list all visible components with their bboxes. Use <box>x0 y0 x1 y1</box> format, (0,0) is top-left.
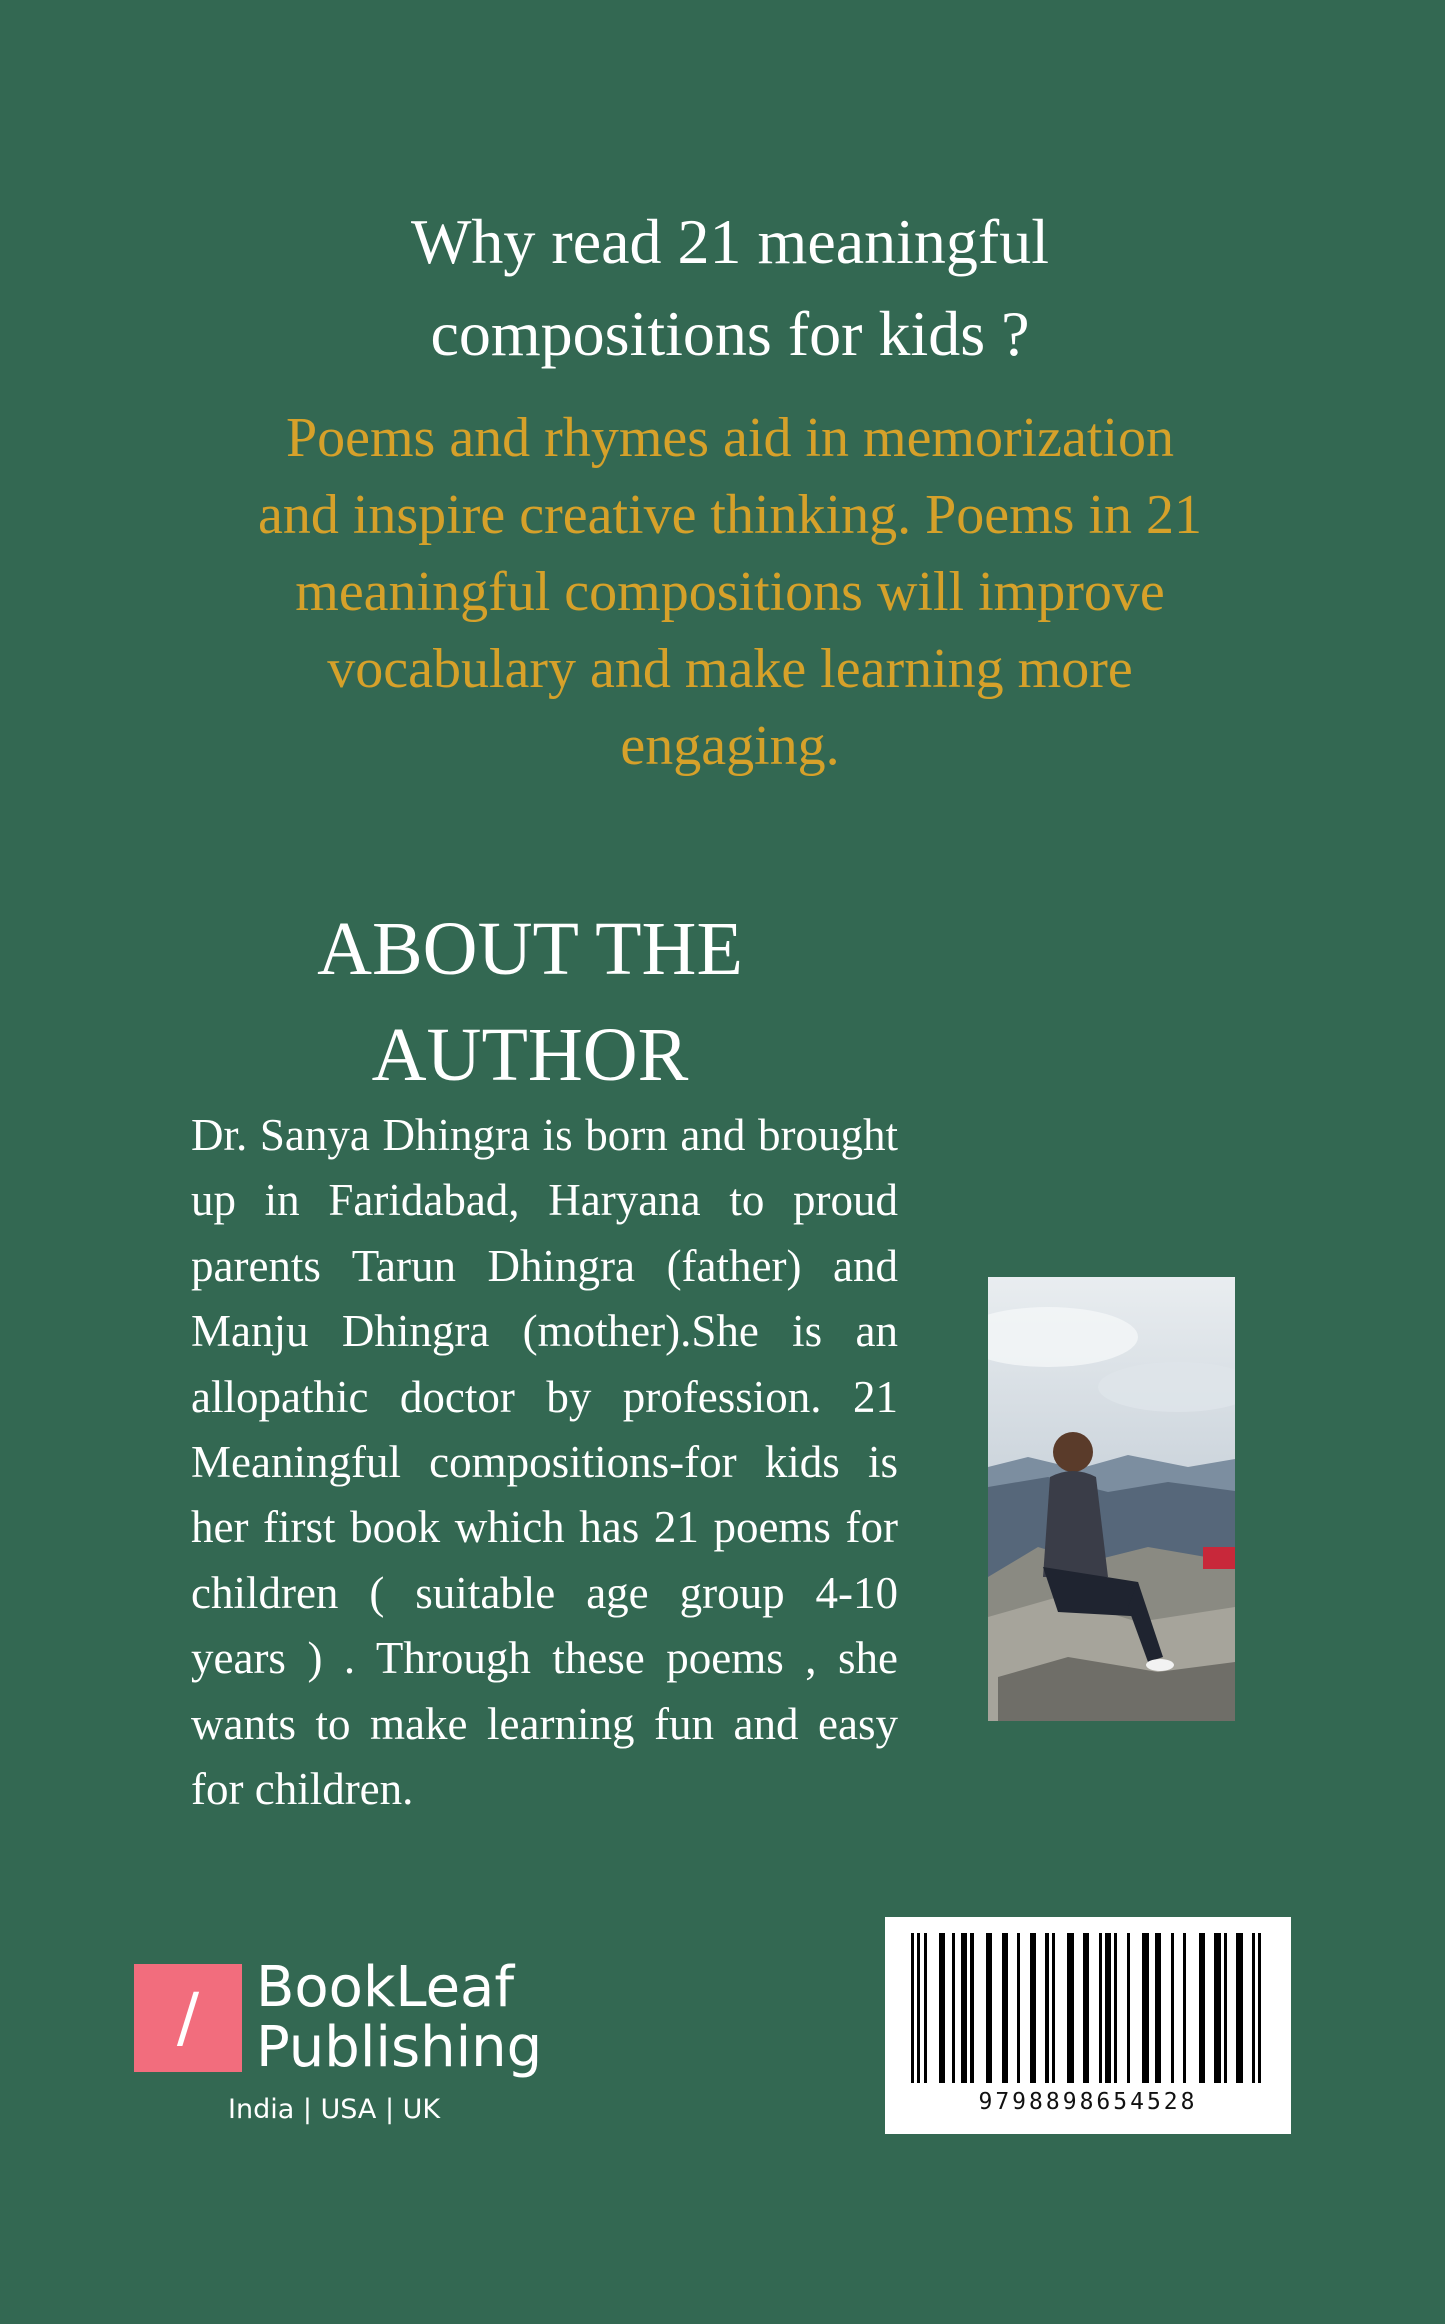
heading-line: AUTHOR <box>371 1013 689 1097</box>
blurb-line: and inspire creative thinking. Poems in 21 <box>257 484 1203 546</box>
barcode-bar <box>1174 1933 1183 2083</box>
barcode-bar <box>1186 1933 1199 2083</box>
barcode-bar <box>1117 1933 1126 2083</box>
barcode-bar <box>974 1933 987 2083</box>
barcode-bar <box>1055 1933 1068 2083</box>
barcode-bar <box>1074 1933 1083 2083</box>
heading-line: ABOUT THE <box>317 907 743 991</box>
barcode-bar <box>1036 1933 1045 2083</box>
publisher-name-line: BookLeaf <box>256 1955 515 2020</box>
author-bio: Dr. Sanya Dhingra is born and brought up in Faridabad, Haryana to proud parents Tarun Dhingra (father) and Manju Dhingra (mother).She is an allopathic doctor by profession. 21 Meaningful compositions-for kids is her first book which has 21 poems for children ( suitable age group 4-10 years ) . Through these poems , she wants to make learning fun and easy for children. <box>191 1110 898 1815</box>
barcode-bar <box>1261 1933 1264 2083</box>
barcode-bar <box>1130 1933 1143 2083</box>
cover-question <box>200 196 1260 380</box>
blurb-line: Poems and rhymes aid in memorization <box>285 407 1175 469</box>
barcode-bar <box>1243 1933 1252 2083</box>
barcode-bars <box>911 1933 1265 2083</box>
barcode-bar <box>1008 1933 1017 2083</box>
isbn-barcode <box>885 1917 1291 2134</box>
barcode-bar <box>1020 1933 1029 2083</box>
isbn-number: 9798898654528 <box>978 2089 1198 2115</box>
barcode-bar <box>1205 1933 1214 2083</box>
barcode-bar <box>1089 1933 1098 2083</box>
author-photo-illustration <box>988 1277 1235 1721</box>
publisher-name <box>256 1955 543 2080</box>
blurb-line: engaging. <box>620 715 840 777</box>
author-photo <box>988 1277 1235 1721</box>
barcode-bar <box>1161 1933 1170 2083</box>
about-author-heading <box>240 896 820 1108</box>
barcode-bar <box>992 1933 1001 2083</box>
question-line: compositions for kids ? <box>430 298 1030 369</box>
publisher-regions: India | USA | UK <box>228 2094 441 2125</box>
blurb-line: vocabulary and make learning more <box>327 638 1133 700</box>
barcode-bar <box>1227 1933 1236 2083</box>
barcode-bar <box>927 1933 940 2083</box>
publisher-name-line: Publishing <box>256 2015 543 2080</box>
book-blurb <box>170 400 1290 785</box>
publisher-logo: / <box>134 1964 242 2072</box>
question-line: Why read 21 meaningful <box>411 206 1049 277</box>
blurb-line: meaningful compositions will improve <box>295 561 1165 623</box>
